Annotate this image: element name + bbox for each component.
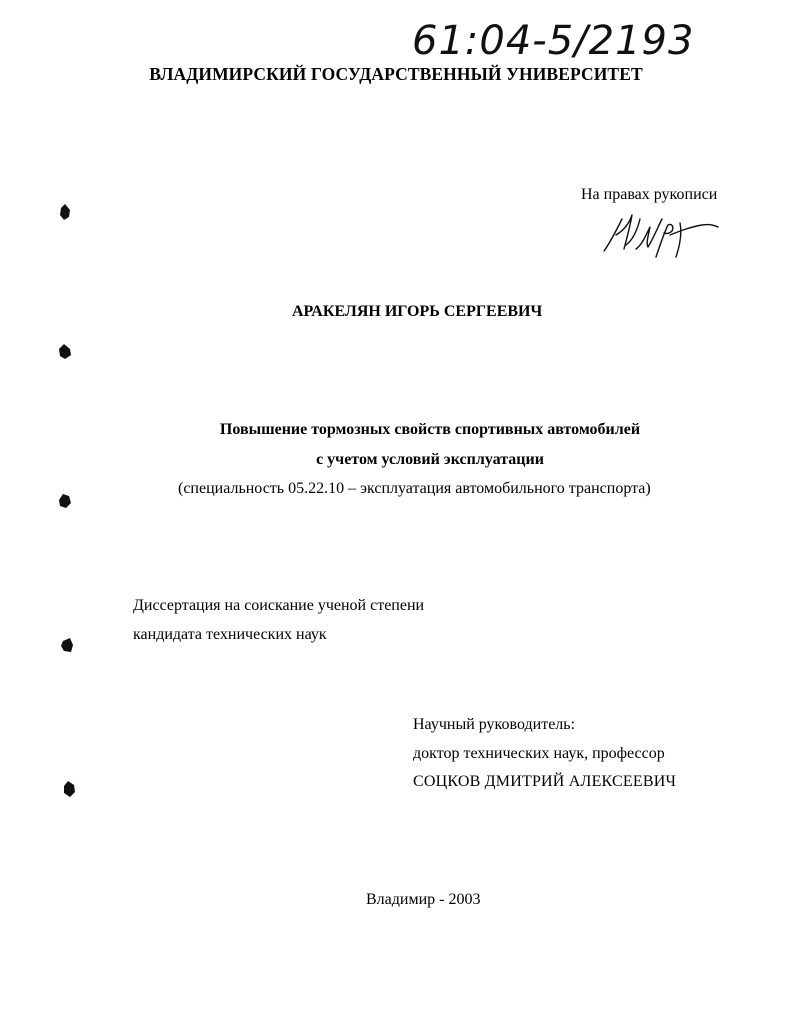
- degree-line-2: кандидата технических наук: [133, 626, 327, 643]
- supervisor-degree: доктор технических наук, профессор: [413, 745, 665, 762]
- supervisor-label: Научный руководитель:: [413, 716, 576, 733]
- university-name: ВЛАДИМИРСКИЙ ГОСУДАРСТВЕННЫЙ УНИВЕРСИТЕТ: [149, 64, 643, 84]
- dissertation-title-line-2: с учетом условий эксплуатации: [316, 451, 544, 468]
- city-year: Владимир - 2003: [366, 891, 481, 908]
- punch-hole-mark-icon: [58, 343, 72, 361]
- manuscript-rights-label: На правах рукописи: [581, 186, 718, 203]
- author-signature: [596, 205, 726, 263]
- archive-number-handwritten: [408, 12, 708, 64]
- archive-number-text: 61:04-5/2193: [412, 18, 695, 64]
- supervisor-name: СОЦКОВ ДМИТРИЙ АЛЕКСЕЕВИЧ: [413, 773, 677, 790]
- dissertation-title-line-1: Повышение тормозных свойств спортивных автомобилей: [219, 421, 641, 438]
- punch-hole-mark-icon: [58, 203, 72, 221]
- degree-line-1: Диссертация на соискание ученой степени: [133, 597, 425, 614]
- punch-hole-mark-icon: [62, 780, 76, 798]
- punch-hole-mark-icon: [58, 492, 72, 510]
- author-name: АРАКЕЛЯН ИГОРЬ СЕРГЕЕВИЧ: [292, 303, 543, 320]
- punch-hole-mark-icon: [60, 637, 74, 655]
- specialty-line: (специальность 05.22.10 – эксплуатация автомобильного транспорта): [178, 480, 651, 497]
